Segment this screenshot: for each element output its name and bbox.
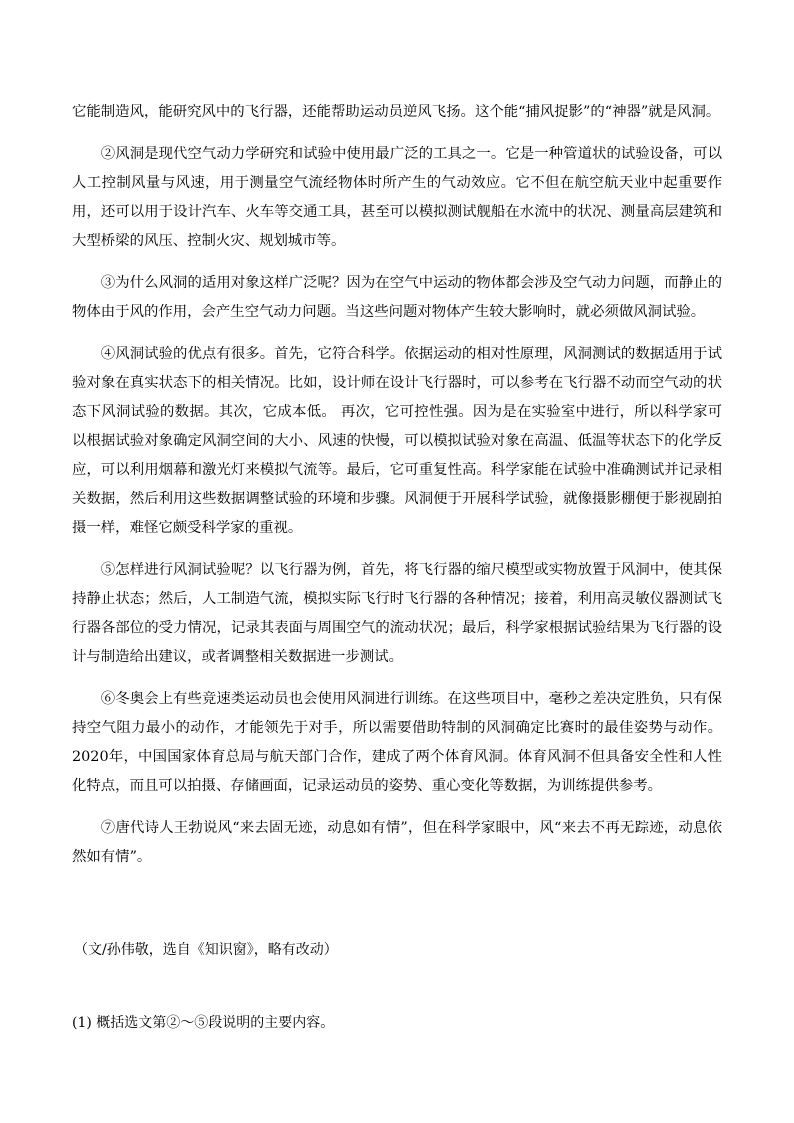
document-body xyxy=(72,98,722,1031)
paragraph-3: ③为什么风洞的适用对象这样广泛呢？因为在空气中运动的物体都会涉及空气动力问题，而静止的物体由于风的作用，会产生空气动力问题。当这些问题对物体产生较大影响时，就必须做风洞试验。 xyxy=(72,275,722,320)
paragraph-4: ④风洞试验的优点有很多。首先，它符合科学。依据运动的相对性原理，风洞测试的数据适用于试验对象在真实状态下的相关情况。比如，设计师在设计飞行器时，可以参考在飞行器不动而空气动的状态下风洞试验的数据。其次，它成本低。 再次，它可控性强。因为是在实验室中进行，所以科学家可以根据试验对象确定风洞空间的大小、风速的快慢，可以模拟试验对象在高温、低温等状态下的化学反应，可以利用烟幕和激光灯来模拟气流等。最后，它可重复性高。科学家能在试验中准确测试并记录相关数据，然后利用这些数据调整试验的环境和步骤。风洞便于开展科学试验，就像摄影棚便于影视剧拍摄一样，难怪它颇受科学家的重视。 xyxy=(72,346,722,536)
paragraph-1-continuation: 它能制造风，能研究风中的飞行器，还能帮助运动员逆风飞扬。这个能“捕风捉影”的“神器”就是风洞。 xyxy=(72,104,721,120)
source-citation: （文/孙伟敬，选自《知识窗》，略有改动） xyxy=(74,942,338,958)
question-1: (1) 概括选文第②～⑤段说明的主要内容。 xyxy=(72,1015,335,1031)
paragraph-5: ⑤怎样进行风洞试验呢？以飞行器为例，首先，将飞行器的缩尺模型或实物放置于风洞中，使其保持静止状态；然后，人工制造气流，模拟实际飞行时飞行器的各种情况；接着，利用高灵敏仪器测试飞行器各部位的受力情况，记录其表面与周围空气的流动状况；最后，科学家根据试验结果为飞行器的设计与制造给出建议，或者调整相关数据进一步测试。 xyxy=(72,562,722,665)
paragraph-7: ⑦唐代诗人王勃说风“来去固无迹，动息如有情”，但在科学家眼中，风“来去不再无踪迹，动息依然如有情”。 xyxy=(72,820,722,865)
paragraph-6: ⑥冬奥会上有些竞速类运动员也会使用风洞进行训练。在这些项目中，毫秒之差决定胜负，只有保持空气阻力最小的动作，才能领先于对手，所以需要借助特制的风洞确定比赛时的最佳姿势与动作。2020年，中国国家体育总局与航天部门合作，建成了两个体育风洞。体育风洞不但具备安全性和人性化特点，而且可以拍摄、存储画面，记录运动员的姿势、重心变化等数据，为训练提供参考。 xyxy=(72,691,722,794)
paragraph-2: ②风洞是现代空气动力学研究和试验中使用最广泛的工具之一。它是一种管道状的试验设备，可以人工控制风量与风速，用于测量空气流经物体时所产生的气动效应。它不但在航空航天业中起重要作用，还可以用于设计汽车、火车等交通工具，甚至可以模拟测试舰船在水流中的状况、测量高层建筑和大型桥梁的风压、控制火灾、规划城市等。 xyxy=(72,146,722,249)
